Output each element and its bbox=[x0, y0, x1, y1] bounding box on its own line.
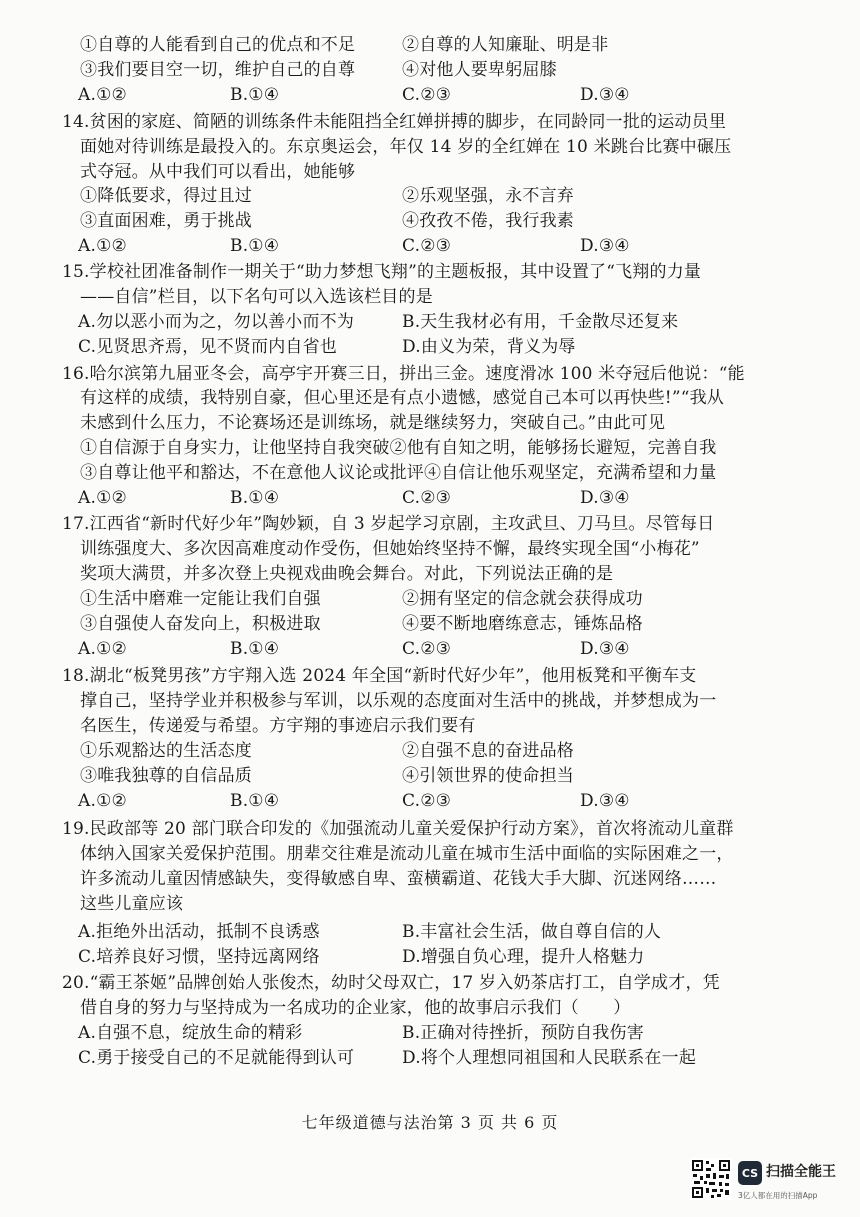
q14-option-2: ②乐观坚强，永不言弃 bbox=[402, 186, 574, 206]
q16-options-1-2: ①自信源于自身实力，让他坚持自我突破②他有自知之明，能够扬长避短，完善自我 bbox=[80, 438, 717, 458]
q15-choice-d: D.由义为荣，背义为辱 bbox=[402, 337, 576, 357]
q14-choice-b: B.①④ bbox=[230, 236, 280, 256]
q17-stem-line-3: 奖项大满贯，并多次登上央视戏曲晚会舞台。对此，下列说法正确的是 bbox=[80, 564, 614, 584]
q19-choice-c: C.培养良好习惯，坚持远离网络 bbox=[78, 947, 320, 967]
q13-option-4: ④对他人要卑躬屈膝 bbox=[402, 60, 557, 80]
q14-option-1: ①降低要求，得过且过 bbox=[80, 186, 252, 206]
q18-option-3: ③唯我独尊的自信品质 bbox=[80, 766, 252, 786]
q17-choice-c: C.②③ bbox=[402, 639, 452, 659]
q13-choice-a: A.①② bbox=[78, 85, 127, 105]
q18-choice-b: B.①④ bbox=[230, 791, 280, 811]
q15-choice-c: C.见贤思齐焉，见不贤而内自省也 bbox=[78, 337, 338, 357]
page-footer: 七年级道德与法治第 3 页 共 6 页 bbox=[301, 1113, 559, 1132]
q15-choice-a: A.勿以恶小而为之，勿以善小而不为 bbox=[78, 312, 355, 332]
q16-choice-a: A.①② bbox=[78, 488, 127, 508]
q15-choice-b: B.天生我材必有用，千金散尽还复来 bbox=[402, 312, 679, 332]
q20-choice-a: A.自强不息，绽放生命的精彩 bbox=[78, 1023, 303, 1043]
q19-stem-line-1: 19.民政部等 20 部门联合印发的《加强流动儿童关爱保护行动方案》，首次将流动儿童群 bbox=[62, 819, 734, 839]
q17-stem-line-2: 训练强度大、多次因高难度动作受伤，但她始终坚持不懈，最终实现全国“小梅花” bbox=[80, 539, 700, 559]
q17-choice-d: D.③④ bbox=[580, 639, 630, 659]
q16-stem-line-1: 16.哈尔滨第九届亚冬会，高亭宇开赛三日，拼出三金。速度滑冰 100 米夺冠后他说：“能 bbox=[62, 364, 745, 384]
q13-option-1: ①自尊的人能看到自己的优点和不足 bbox=[80, 35, 356, 55]
qr-code-icon bbox=[690, 1158, 732, 1200]
q16-choice-b: B.①④ bbox=[230, 488, 280, 508]
q18-option-1: ①乐观豁达的生活态度 bbox=[80, 741, 252, 761]
q20-choice-c: C.勇于接受自己的不足就能得到认可 bbox=[78, 1048, 355, 1068]
scanner-tagline: 3亿人都在用的扫描App bbox=[738, 1191, 818, 1200]
q19-stem-line-2: 体纳入国家关爱保护范围。朋辈交往难是流动儿童在城市生活中面临的实际困难之一， bbox=[80, 844, 734, 864]
q19-choice-a: A.拒绝外出活动，抵制不良诱惑 bbox=[78, 922, 320, 942]
q16-options-3-4: ③自尊让他平和豁达，不在意他人议论或批评④自信让他乐观坚定，充满希望和力量 bbox=[80, 463, 717, 483]
q20-stem-line-2: 借自身的努力与坚持成为一名成功的企业家，他的故事启示我们（ ） bbox=[80, 998, 631, 1018]
q20-stem-line-1: 20.“霸王茶姬”品牌创始人张俊杰，幼时父母双亡，17 岁入奶茶店打工，自学成才，凭 bbox=[62, 973, 720, 993]
q17-option-1: ①生活中磨难一定能让我们自强 bbox=[80, 589, 321, 609]
q18-stem-line-2: 撑自己，坚持学业并积极参与军训，以乐观的态度面对生活中的挑战，并梦想成为一 bbox=[80, 691, 717, 711]
scanner-app-name: 扫描全能王 bbox=[766, 1164, 836, 1180]
q17-option-3: ③自强使人奋发向上，积极进取 bbox=[80, 614, 321, 634]
q14-stem-line-1: 14.贫困的家庭、简陋的训练条件未能阻挡全红婵拼搏的脚步，在同龄同一批的运动员里 bbox=[62, 112, 727, 132]
q17-option-4: ④要不断地磨练意志，锤炼品格 bbox=[402, 614, 643, 634]
q19-choice-b: B.丰富社会生活，做自尊自信的人 bbox=[402, 922, 662, 942]
q19-choice-d: D.增强自负心理，提升人格魅力 bbox=[402, 947, 645, 967]
q16-choice-c: C.②③ bbox=[402, 488, 452, 508]
q16-choice-d: D.③④ bbox=[580, 488, 630, 508]
q18-stem-line-3: 名医生，传递爱与希望。方宇翔的事迹启示我们要有 bbox=[80, 716, 476, 736]
scanner-watermark bbox=[690, 1158, 855, 1208]
q14-stem-line-2: 面她对待训练是最投入的。东京奥运会，年仅 14 岁的全红婵在 10 米跳台比赛中碾压 bbox=[80, 137, 732, 157]
q18-choice-d: D.③④ bbox=[580, 791, 630, 811]
q17-stem-line-1: 17.江西省“新时代好少年”陶妙颖，自 3 岁起学习京剧，主攻武旦、刀马旦。尽管每日 bbox=[62, 514, 715, 534]
q13-option-2: ②自尊的人知廉耻、明是非 bbox=[402, 35, 609, 55]
q18-choice-c: C.②③ bbox=[402, 791, 452, 811]
q13-choice-c: C.②③ bbox=[402, 85, 452, 105]
q13-option-3: ③我们要目空一切，维护自己的自尊 bbox=[80, 60, 356, 80]
q16-stem-line-2: 有这样的成绩，我特别自豪，但心里还是有点小遗憾，感觉自己本可以再快些!”“我从 bbox=[80, 388, 725, 408]
q13-choice-d: D.③④ bbox=[580, 85, 630, 105]
q15-stem-line-1: 15.学校社团准备制作一期关于“助力梦想飞翔”的主题板报，其中设置了“飞翔的力量 bbox=[62, 262, 702, 282]
q15-stem-line-2: ——自信”栏目，以下名句可以入选该栏目的是 bbox=[80, 287, 433, 307]
q14-choice-a: A.①② bbox=[78, 236, 127, 256]
q18-option-4: ④引领世界的使命担当 bbox=[402, 766, 574, 786]
q18-stem-line-1: 18.湖北“板凳男孩”方宇翔入选 2024 年全国“新时代好少年”，他用板凳和平衡车支 bbox=[62, 666, 697, 686]
q20-choice-b: B.正确对待挫折，预防自我伤害 bbox=[402, 1023, 644, 1043]
q20-choice-d: D.将个人理想同祖国和人民联系在一起 bbox=[402, 1048, 697, 1068]
q18-choice-a: A.①② bbox=[78, 791, 127, 811]
q13-choice-b: B.①④ bbox=[230, 85, 280, 105]
q14-option-3: ③直面困难，勇于挑战 bbox=[80, 211, 252, 231]
q19-stem-line-4: 这些儿童应该 bbox=[80, 894, 184, 914]
q17-choice-b: B.①④ bbox=[230, 639, 280, 659]
q16-stem-line-3: 未感到什么压力，不论赛场还是训练场，就是继续努力，突破自己。”由此可见 bbox=[80, 413, 666, 433]
q18-option-2: ②自强不息的奋进品格 bbox=[402, 741, 574, 761]
q14-choice-d: D.③④ bbox=[580, 236, 630, 256]
q14-stem-line-3: 式夺冠。从中我们可以看出，她能够 bbox=[80, 162, 356, 182]
q14-option-4: ④孜孜不倦，我行我素 bbox=[402, 211, 574, 231]
cs-logo-icon: CS bbox=[738, 1161, 762, 1185]
q19-stem-line-3: 许多流动儿童因情感缺失，变得敏感自卑、蛮横霸道、花钱大手大脚、沉迷网络…… bbox=[80, 869, 717, 889]
q14-choice-c: C.②③ bbox=[402, 236, 452, 256]
q17-choice-a: A.①② bbox=[78, 639, 127, 659]
q17-option-2: ②拥有坚定的信念就会获得成功 bbox=[402, 589, 643, 609]
